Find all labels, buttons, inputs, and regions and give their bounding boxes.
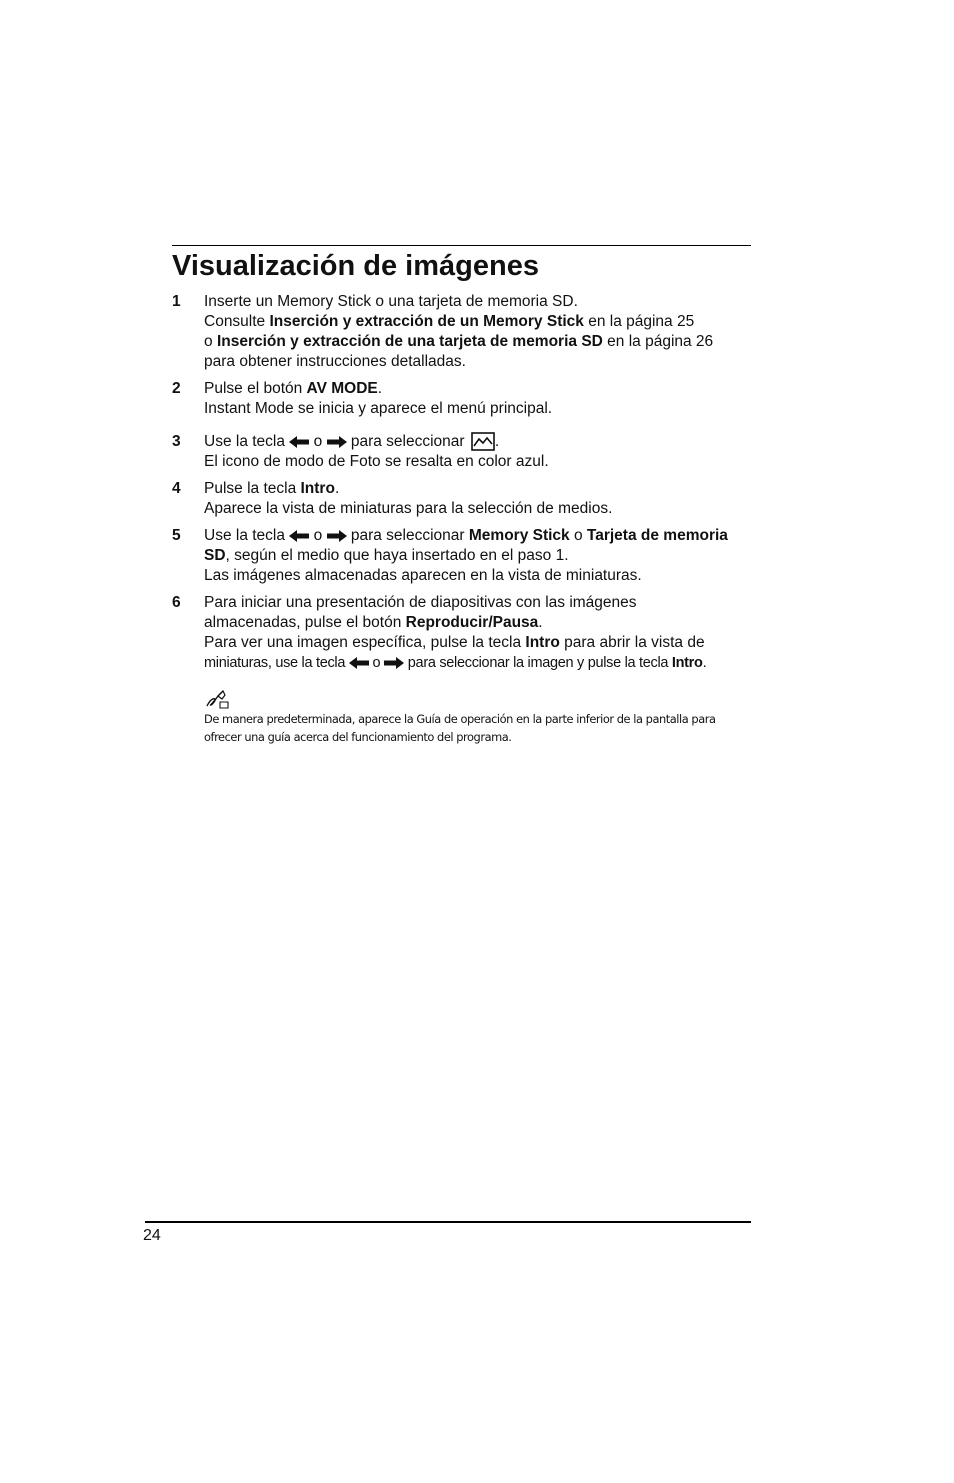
left-arrow-icon	[289, 530, 309, 542]
step-text: Inserte un Memory Stick o una tarjeta de memoria SD.	[204, 293, 578, 310]
step-6: 6 Para iniciar una presentación de diapositivas con las imágenes almacenadas, pulse el botón Reproducir/Pausa. Para ver una imagen específica, pulse la tecla Intro para abrir la vista de miniaturas, use la tecla o para seleccionar la imagen y pulse la tecla Intro.	[172, 594, 707, 671]
step-number: 2	[172, 380, 181, 397]
memory-stick-label: Memory Stick	[468, 527, 570, 544]
step-number: 4	[172, 480, 181, 497]
pencil-note-icon	[204, 690, 230, 710]
left-arrow-icon	[349, 657, 369, 669]
step-1: 1 Inserte un Memory Stick o una tarjeta de memoria SD. Consulte Inserción y extracción de un Memory Stick en la página 25 o Inserción y extracción de una tarjeta de memoria SD en la página 26 para obtener instrucciones detalladas.	[172, 292, 762, 379]
intro-key-label: Intro	[300, 480, 335, 497]
note-block	[204, 690, 764, 746]
link-sd-card-section: Inserción y extracción de una tarjeta de memoria SD	[216, 333, 603, 350]
step-3: 3 Use la tecla o para seleccionar . El icono de modo de Foto se resalta en color azul.	[172, 433, 549, 470]
step-5: 5 Use la tecla o para seleccionar Memory Stick o Tarjeta de memoria SD, según el medio que haya insertado en el paso 1. Las imágenes almacenadas aparecen en la vista de miniaturas.	[172, 527, 728, 584]
right-arrow-icon	[327, 530, 347, 542]
right-arrow-icon	[327, 436, 347, 448]
step-number: 1	[172, 293, 181, 310]
av-mode-label: AV MODE	[306, 380, 378, 397]
steps-list	[172, 292, 762, 683]
step-number: 6	[172, 594, 181, 611]
page-title: Visualización de imágenes	[172, 250, 539, 282]
step-number: 3	[172, 433, 181, 450]
note-text: De manera predeterminada, aparece la Guía de operación en la parte inferior de la pantalla para ofrecer una guía acerca del funcionamiento del programa.	[204, 712, 716, 744]
intro-key-label: Intro	[525, 634, 560, 651]
right-arrow-icon	[384, 657, 404, 669]
intro-key-label: Intro	[671, 655, 703, 671]
step-4: 4 Pulse la tecla Intro. Aparece la vista de miniaturas para la selección de medios.	[172, 480, 613, 517]
step-number: 5	[172, 527, 181, 544]
link-memory-stick-section: Inserción y extracción de un Memory Stick	[269, 313, 584, 330]
photo-mode-icon	[471, 432, 495, 451]
header-rule	[172, 245, 751, 246]
footer-rule	[145, 1221, 751, 1223]
page-number: 24	[143, 1227, 161, 1244]
step-2: 2 Pulse el botón AV MODE. Instant Mode se inicia y aparece el menú principal.	[172, 380, 553, 417]
play-pause-label: Reproducir/Pausa	[405, 614, 539, 631]
sd-card-label: Tarjeta de memoria	[586, 527, 728, 544]
left-arrow-icon	[289, 436, 309, 448]
